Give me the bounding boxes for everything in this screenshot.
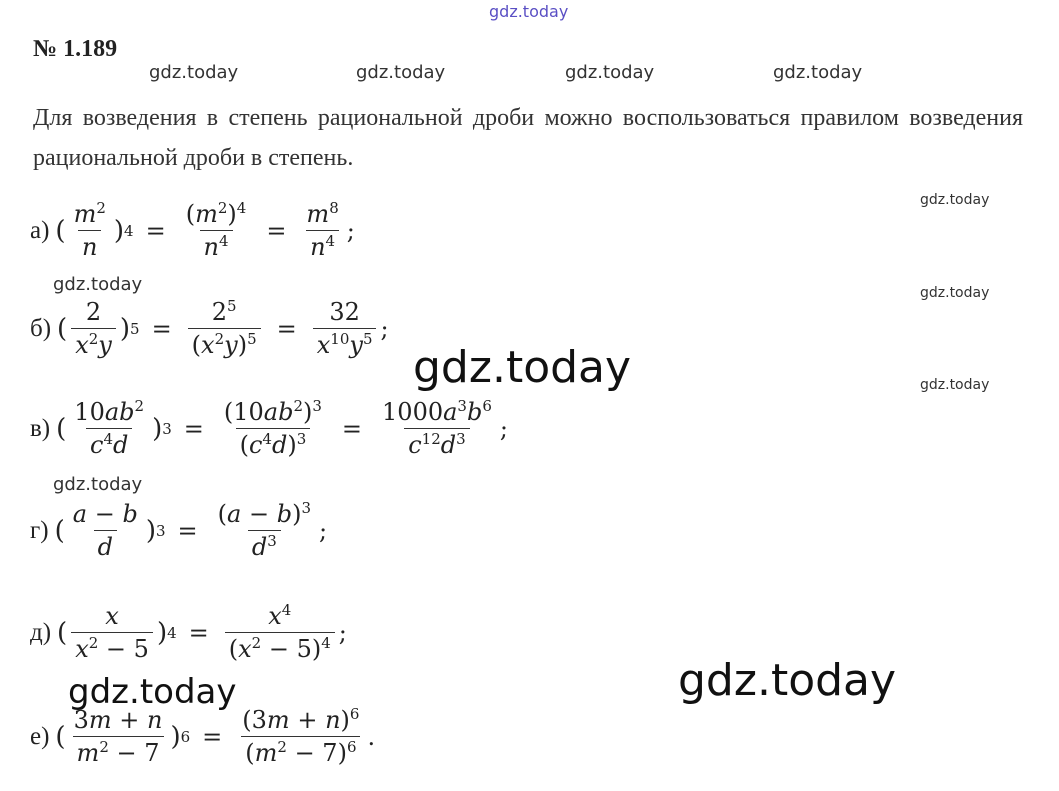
item-end: ; [380,314,389,343]
equation-v: в) ( $\frac{10ab^2}{c^4d}$ ) 3 = $\frac{(10ab^2)^3}{(c^4d)^3}$ = $\frac{1000a^3b^6}{c^{12}d^3}$ ; [30,397,508,459]
equation-g: г) ( $\frac{a - b}{d}$ ) 3 = $\frac{(a - b)^3}{d^3}$ ; [30,499,328,561]
watermark-top: gdz.today [489,2,569,21]
watermark: gdz.today [920,285,990,301]
item-label: в) [30,414,51,442]
item-label: д) [30,618,52,646]
item-end: ; [499,414,508,443]
watermark: gdz.today [920,192,990,208]
item-label: б) [30,314,52,342]
watermark: gdz.today [149,62,239,83]
item-end: ; [346,216,355,245]
item-end: ; [318,516,328,545]
watermark: gdz.today [773,62,863,83]
item-label: г) [30,516,49,544]
equation-d: д) ( $\frac{x}{x^2 - 5}$ ) 4 = $\frac{x^4}{(x^2 - 5)^4}$ ; [30,601,347,663]
watermark-large: gdz.today [413,342,632,393]
watermark: gdz.today [53,474,143,495]
item-end: ; [338,618,347,647]
item-label: а) [30,216,50,244]
watermark: gdz.today [53,274,143,295]
item-end: . [367,722,376,751]
watermark: gdz.today [565,62,655,83]
watermark-large: gdz.today [678,655,897,706]
problem-number: № 1.189 [33,36,118,62]
watermark: gdz.today [920,377,990,393]
watermark: gdz.today [356,62,446,83]
intro-text: Для возведения в степень рациональной дроби можно воспользоваться правилом возведения рациональной дроби в степень. [33,105,1023,171]
item-label: е) [30,722,50,750]
equation-a: а) ( $\frac{m^2}{n}$ ) 4 = $\frac{(m^2)^4}{n^4}$ = $\frac{m^8}{n^4}$ ; [30,199,355,261]
equation-e: е) ( $\frac{3m + n}{m^2 - 7}$ ) 6 = $\frac{(3m + n)^6}{(m^2 - 7)^6}$ . [30,705,376,767]
watermark-large: gdz.today [68,672,237,712]
equation-b: б) ( $\frac{2}{x^2y}$ ) 5 = $\frac{2^5}{(x^2y)^5}$ = $\frac{32}{x^{10}y^5}$ ; [30,297,389,359]
